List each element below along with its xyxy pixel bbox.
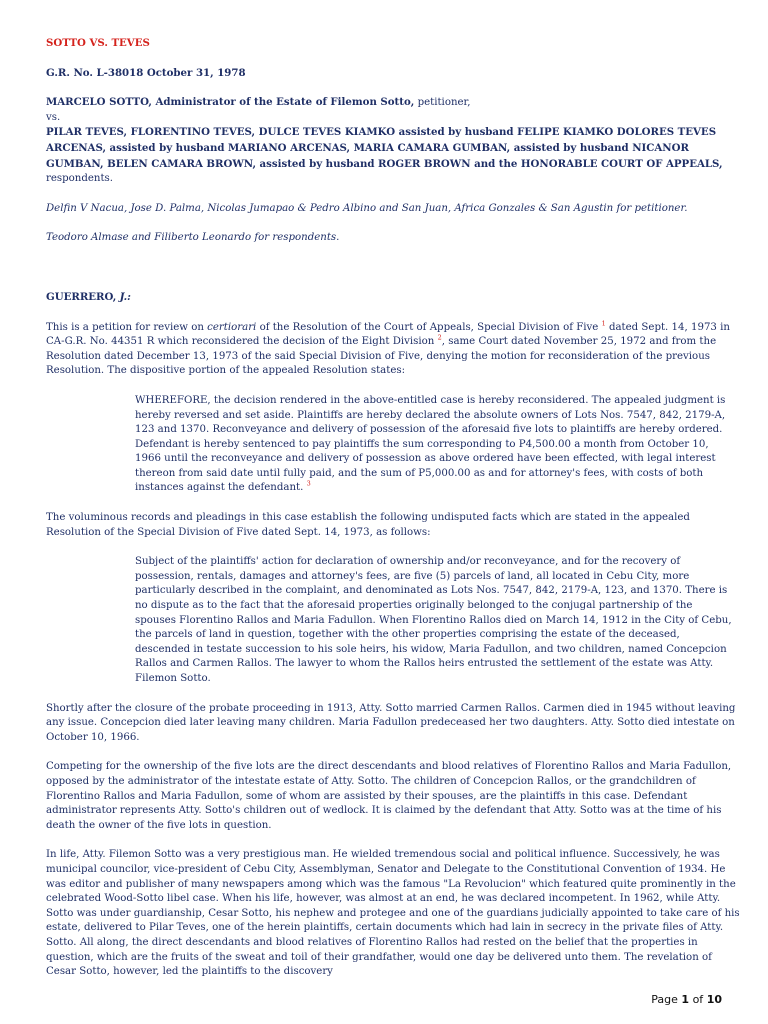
quoted-dispositive	[135, 394, 736, 496]
case-title: SOTTO VS. TEVES	[46, 37, 150, 49]
counsel-respondents: Teodoro Almase and Filiberto Leonardo for respondents.	[46, 232, 340, 244]
petitioner-role: petitioner,	[417, 97, 471, 109]
ponente-suffix: J.:	[119, 290, 131, 303]
ponente	[46, 290, 744, 306]
paragraph-5: In life, Atty. Filemon Sotto was a very prestigious man. He wielded tremendous social and political influence. Successively, he was municipal councilor, vice-president of Cebu City, Assemblyman, Senator and Delegate to the Constitutional Convention of 1934. He was editor and publisher of many newspapers among which was the famous "La Revolucion" which featured quite prominently in the celebrated Wood-Sotto libel case. When his life, however, was almost at an end, he was declared incompetent. In 1962, while Atty. Sotto was under guardianship, Cesar Sotto, his nephew and protegee and one of the guardians judicially appointed to take care of his estate, delivered to Pilar Teves, one of the herein plaintiffs, certain documents which had lain in secrecy in the private files of Atty. Sotto. All along, the direct descendants and blood relatives of Florentino Rallos had rested on the belief that the properties in question, which are the fruits of the sweat and toil of their grandfather, would one day be delivered unto them. The revelation of Cesar Sotto, however, led the plaintiffs to the discovery	[46, 849, 740, 978]
para1-text-c: dated Sept. 14, 1973 in CA-G.R. No. 44351 R which reconsidered the decision of the Eight Division	[46, 321, 730, 348]
respondent-role: respondents.	[46, 173, 114, 185]
paragraph-4: Competing for the ownership of the five lots are the direct descendants and blood relatives of Florentino Rallos and Maria Fadullon, opposed by the administrator of the intestate estate of Atty. Sotto. The children of Concepcion Rallos, or the grandchildren of Florentino Rallos and Maria Fadullon, some of whom are assisted by their spouses, are the plaintiffs in this case. Defendant administrator represents Atty. Sotto's children out of wedlock. It is claimed by the defendant that Atty. Sotto was at the time of his death the owner of the five lots in question.	[46, 761, 732, 831]
para1-text-a: This is a petition for review on	[46, 321, 208, 333]
petitioner-name: MARCELO SOTTO, Administrator of the Estate of Filemon Sotto,	[46, 96, 415, 109]
footnote-ref-1[interactable]: 1	[601, 319, 606, 328]
quote1-text: WHEREFORE, the decision rendered in the above-entitled case is hereby reconsidered. The appealed judgment is hereby reversed and set aside. Plaintiffs are hereby declared the absolute owners of Lots Nos. 7547, 842, 2179-A, 123 and 1370. Reconveyance and delivery of possession of the aforesaid five lots to plaintiffs are hereby ordered. Defendant is hereby sentenced to pay plaintiffs the sum corresponding to P4,500.00 a month from October 10, 1966 until the reconveyance and delivery of possession as above ordered have been effected, with legal interest thereon from said date until fully paid, and the sum of P5,000.00 as and for attorney's fees, with costs of both instances against the defendant.	[135, 394, 726, 494]
gr-number: G.R. No. L-38018 October 31, 1978	[46, 66, 246, 79]
page-footer	[651, 993, 722, 1008]
footer-separator: of	[689, 993, 707, 1006]
petitioner-line	[46, 95, 744, 111]
ponente-name: GUERRERO,	[46, 290, 117, 303]
para1-text-d: , same Court dated November 25, 1972 and from the Resolution dated December 13, 1973 of the said Special Division of Five, denying the motion for reconsideration of the previous Resolution. The dispositive portion of the appealed Resolution states:	[46, 336, 717, 377]
versus: vs.	[46, 111, 61, 123]
footnote-ref-2[interactable]: 2	[437, 333, 442, 342]
quoted-facts: Subject of the plaintiffs' action for declaration of ownership and/or reconveyance, and for the recovery of possession, rentals, damages and attorney's fees, are five (5) parcels of land, all located in Cebu City, more particularly described in the complaint, and denominated as Lots Nos. 7547, 842, 2179-A, 123, and 1370. There is no dispute as to the fact that the aforesaid properties originally belonged to the conjugal partnership of the spouses Florentino Rallos and Maria Fadullon. When Florentino Rallos died on March 14, 1912 in the City of Cebu, the parcels of land in question, together with the other properties comprising the estate of the deceased, descended in testate succession to his sole heirs, his widow, Maria Fadullon, and two children, named Concepcion Rallos and Carmen Rallos. The lawyer to whom the Rallos heirs entrusted the settlement of the estate was Atty. Filemon Sotto.	[135, 556, 732, 684]
respondent-names: PILAR TEVES, FLORENTINO TEVES, DULCE TEVES KIAMKO assisted by husband FELIPE KIAMKO DOLORES TEVES ARCENAS, assisted by husband MARIANO ARCENAS, MARIA CAMARA GUMBAN, assisted by husband NICANOR GUMBAN, BELEN CAMARA BROWN, assisted by husband ROGER BROWN and the HONORABLE COURT OF APPEALS,	[46, 126, 723, 170]
para1-text-b: of the Resolution of the Court of Appeals, Special Division of Five	[256, 321, 602, 333]
current-page-number: 1	[681, 993, 690, 1006]
counsel-petitioner: Delfin V Nacua, Jose D. Palma, Nicolas Jumapao & Pedro Albino and San Juan, Africa Gonzales & San Agustin for petitioner.	[46, 202, 688, 214]
footnote-ref-3[interactable]: 3	[306, 480, 311, 489]
para1-italic: certiorari	[207, 321, 257, 333]
total-pages: 10	[706, 993, 722, 1006]
paragraph-3: Shortly after the closure of the probate proceeding in 1913, Atty. Sotto married Carmen Rallos. Carmen died in 1945 without leaving any issue. Concepcion died later leaving many children. Maria Fadullon predeceased her two daughters. Atty. Sotto died intestate on October 10, 1966.	[46, 702, 736, 743]
respondents-block	[46, 125, 744, 186]
paragraph-2: The voluminous records and pleadings in this case establish the following undisputed facts which are stated in the appealed Resolution of the Special Division of Five dated Sept. 14, 1973, as follows:	[46, 512, 690, 538]
paragraph-1	[46, 321, 744, 379]
footer-prefix: Page	[651, 993, 682, 1006]
